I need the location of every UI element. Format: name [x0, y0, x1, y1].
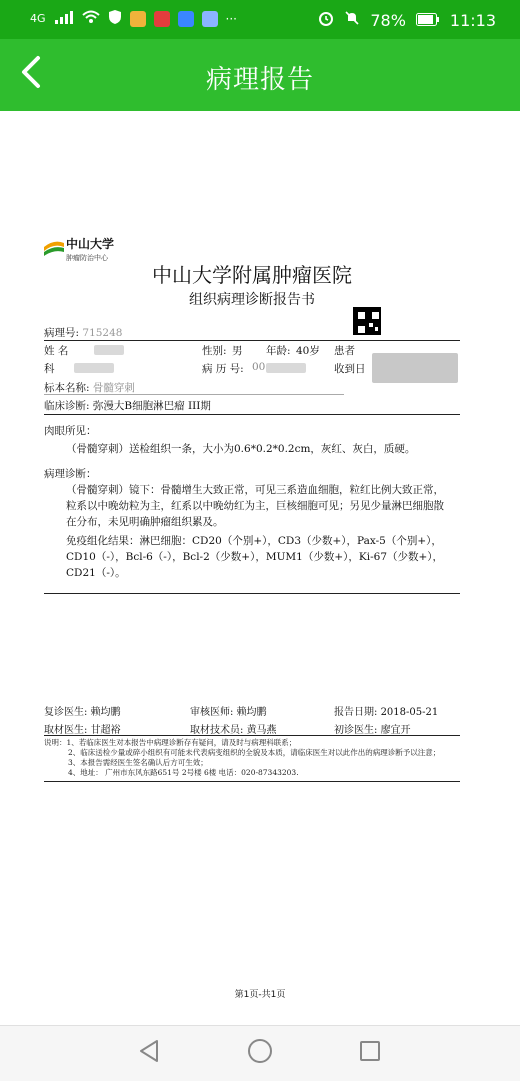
divider: [44, 781, 460, 782]
square-recent-icon: [359, 1040, 381, 1066]
clinical-label: 临床诊断:: [44, 400, 90, 412]
page-title: 病理报告: [205, 65, 314, 95]
report-notes: [44, 738, 460, 778]
gender-value: 男: [232, 345, 243, 357]
ihc-text: 免疫组化结果：淋巴细胞：CD20（个别+），CD3（少数+），Pax-5（个别+），CD10（-），Bcl-6（-），Bcl-2（少数+），MUM1（少数+），Ki-67（少数+），CD21（-）。: [66, 535, 444, 579]
divider: [44, 394, 344, 395]
tech-value: 黄马燕: [246, 725, 277, 736]
app-notification-icon: [202, 11, 218, 27]
divider: [44, 593, 460, 594]
logo-sub: 肿瘤防治中心: [66, 254, 108, 262]
system-nav-bar: [0, 1025, 520, 1081]
gender-label: 性别:: [202, 345, 227, 357]
pathology-number-row: [44, 325, 122, 340]
divider: [44, 414, 460, 415]
record-no: 00: [252, 361, 266, 373]
shield-icon: [108, 9, 122, 28]
hospital-name: 中山大学附属肿瘤医院: [152, 263, 352, 287]
review-doc-label: 复诊医生:: [44, 707, 88, 718]
nav-back-button[interactable]: [134, 1038, 164, 1068]
report-viewer[interactable]: [0, 111, 520, 1025]
initial-doctor: [334, 721, 411, 736]
pathology-no: 715248: [82, 327, 123, 339]
telegram-icon: [178, 11, 194, 27]
initial-doc-label: 初诊医生:: [334, 725, 378, 736]
signal-icon: [54, 10, 74, 27]
report-date-value: 2018-05-21: [380, 707, 439, 718]
patient-label: 患者: [334, 345, 355, 357]
app-notification-icon: [154, 11, 170, 27]
qr-code-icon: [353, 307, 381, 335]
redacted-record: [266, 363, 306, 373]
sample-doc-label: 取材医生:: [44, 725, 88, 736]
report-date: [334, 703, 438, 718]
logo-name: 中山大学: [66, 237, 115, 251]
audit-doctor: [190, 703, 267, 718]
sample-doc-value: 甘超裕: [90, 725, 121, 736]
sampling-doctor: [44, 721, 121, 736]
pathology-no-label: 病理号:: [44, 327, 80, 339]
app-bar: [0, 39, 520, 111]
divider: [44, 340, 460, 341]
audit-doc-value: 赖均鹏: [236, 707, 267, 718]
clock-time: 11:13: [449, 10, 496, 30]
age-label: 年龄:: [266, 345, 291, 357]
specimen-row: [44, 380, 135, 395]
dept-label: 科: [44, 363, 55, 375]
mute-icon: [344, 10, 360, 30]
record-label: 病 历 号:: [202, 363, 244, 375]
age-value: 40岁: [296, 345, 320, 357]
report-date-label: 报告日期:: [334, 707, 378, 718]
page-number: 第1页-共1页: [234, 990, 286, 1000]
triangle-back-icon: [138, 1039, 160, 1067]
app-notification-icon: [130, 11, 146, 27]
redacted-name: [94, 345, 124, 355]
diagnosis-label: 病理诊断：: [44, 468, 97, 480]
gross-label: 肉眼所见：: [44, 425, 97, 437]
wifi-icon: [82, 10, 100, 27]
review-doc-value: 赖均鹏: [90, 707, 121, 718]
note-line: 说明：1、若临床医生对本报告中病理诊断存有疑问，请及时与病理科联系；: [44, 738, 297, 747]
battery-icon: [416, 11, 440, 30]
nav-recent-button[interactable]: [355, 1038, 385, 1068]
logo-mark-icon: [44, 235, 64, 257]
clinical-row: [44, 398, 211, 413]
network-indicator: 4G: [30, 12, 46, 25]
review-doctor: [44, 703, 121, 718]
gross-text: （骨髓穿刺）送检组织一条，大小为0.6*0.2*0.2cm，灰红、灰白，质硬。: [66, 443, 416, 455]
note-line: 2、临床送检少量或碎小组织有可能未代表病变组织的全貌及本质，请临床医生对以此作出的病理诊断予以注意；: [68, 748, 441, 757]
specimen-value: 骨髓穿刺: [92, 382, 135, 394]
sampling-technician: [190, 721, 277, 736]
battery-percent: 78%: [370, 10, 406, 30]
clinical-value: 弥漫大B细胞淋巴瘤 III期: [92, 400, 211, 412]
redacted-block: [372, 353, 458, 383]
redacted-dept: [74, 363, 114, 373]
status-bar: [0, 0, 520, 39]
received-label: 收到日: [334, 363, 366, 375]
circle-home-icon: [247, 1038, 273, 1068]
tech-label: 取材技术员:: [190, 725, 244, 736]
divider: [44, 735, 460, 736]
more-notifications: ···: [225, 11, 237, 26]
name-label: 姓 名: [44, 345, 69, 357]
note-line: 4、地址： 广州市东风东路651号 2号楼 6楼 电话：020-87343203.: [68, 768, 299, 777]
note-line: 3、本报告需经医生签名确认后方可生效；: [68, 758, 208, 767]
audit-doc-label: 审核医师:: [190, 707, 234, 718]
diagnosis-text: （骨髓穿刺）镜下：骨髓增生大致正常，可见三系造血细胞，粒红比例大致正常，粒系以中晚幼粒为主，红系以中晚幼红为主，巨核细胞可见；另见少量淋巴细胞散在分布，未见明确肿瘤组织累及。: [66, 484, 444, 528]
nav-home-button[interactable]: [245, 1038, 275, 1068]
initial-doc-value: 廖宜开: [380, 725, 411, 736]
report-document: [44, 221, 460, 777]
alarm-icon: [318, 10, 334, 30]
report-subtitle: 组织病理诊断报告书: [189, 292, 315, 308]
specimen-label: 标本名称:: [44, 382, 90, 394]
